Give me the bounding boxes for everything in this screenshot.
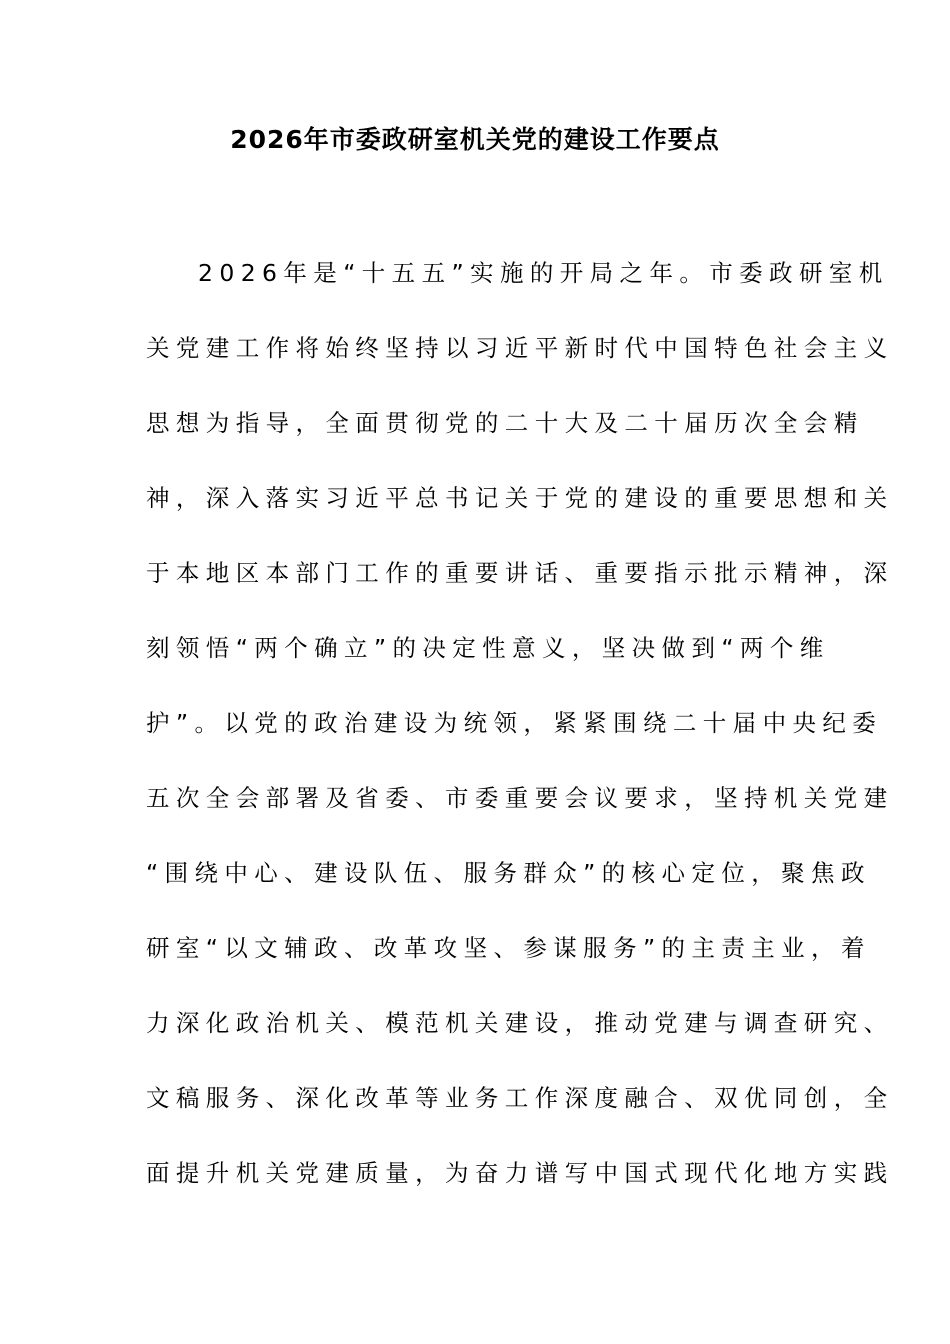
paragraph-line: 关党建工作将始终坚持以习近平新时代中国特色社会主义 [146, 334, 894, 362]
paragraph-line: 于本地区本部门工作的重要讲话、重要指示批示精神，深 [146, 559, 894, 587]
paragraph-line: 力深化政治机关、模范机关建设，推动党建与调查研究、 [146, 1009, 894, 1037]
paragraph-line: 护”。以党的政治建设为统领，紧紧围绕二十届中央纪委 [146, 709, 883, 737]
paragraph-line: 2026年是“十五五”实施的开局之年。市委政研室机 [198, 259, 889, 287]
paragraph-line: 刻领悟“两个确立”的决定性意义，坚决做到“两个维 [146, 634, 830, 662]
paragraph-line: 研室“以文辅政、改革攻坚、参谋服务”的主责主业，着 [146, 934, 871, 962]
paragraph-1 [146, 255, 894, 1230]
paragraph-line: 面提升机关党建质量，为奋力谱写中国式现代化地方实践 [146, 1159, 894, 1187]
paragraph-line: 五次全会部署及省委、市委重要会议要求，坚持机关党建 [146, 784, 894, 812]
document-title: 2026年市委政研室机关党的建设工作要点 [230, 125, 720, 154]
paragraph-line: 文稿服务、深化改革等业务工作深度融合、双优同创，全 [146, 1084, 894, 1112]
paragraph-line: “围绕中心、建设队伍、服务群众”的核心定位，聚焦政 [146, 859, 871, 887]
paragraph-line: 神，深入落实习近平总书记关于党的建设的重要思想和关 [146, 484, 894, 512]
paragraph-line: 思想为指导，全面贯彻党的二十大及二十届历次全会精 [146, 409, 864, 437]
